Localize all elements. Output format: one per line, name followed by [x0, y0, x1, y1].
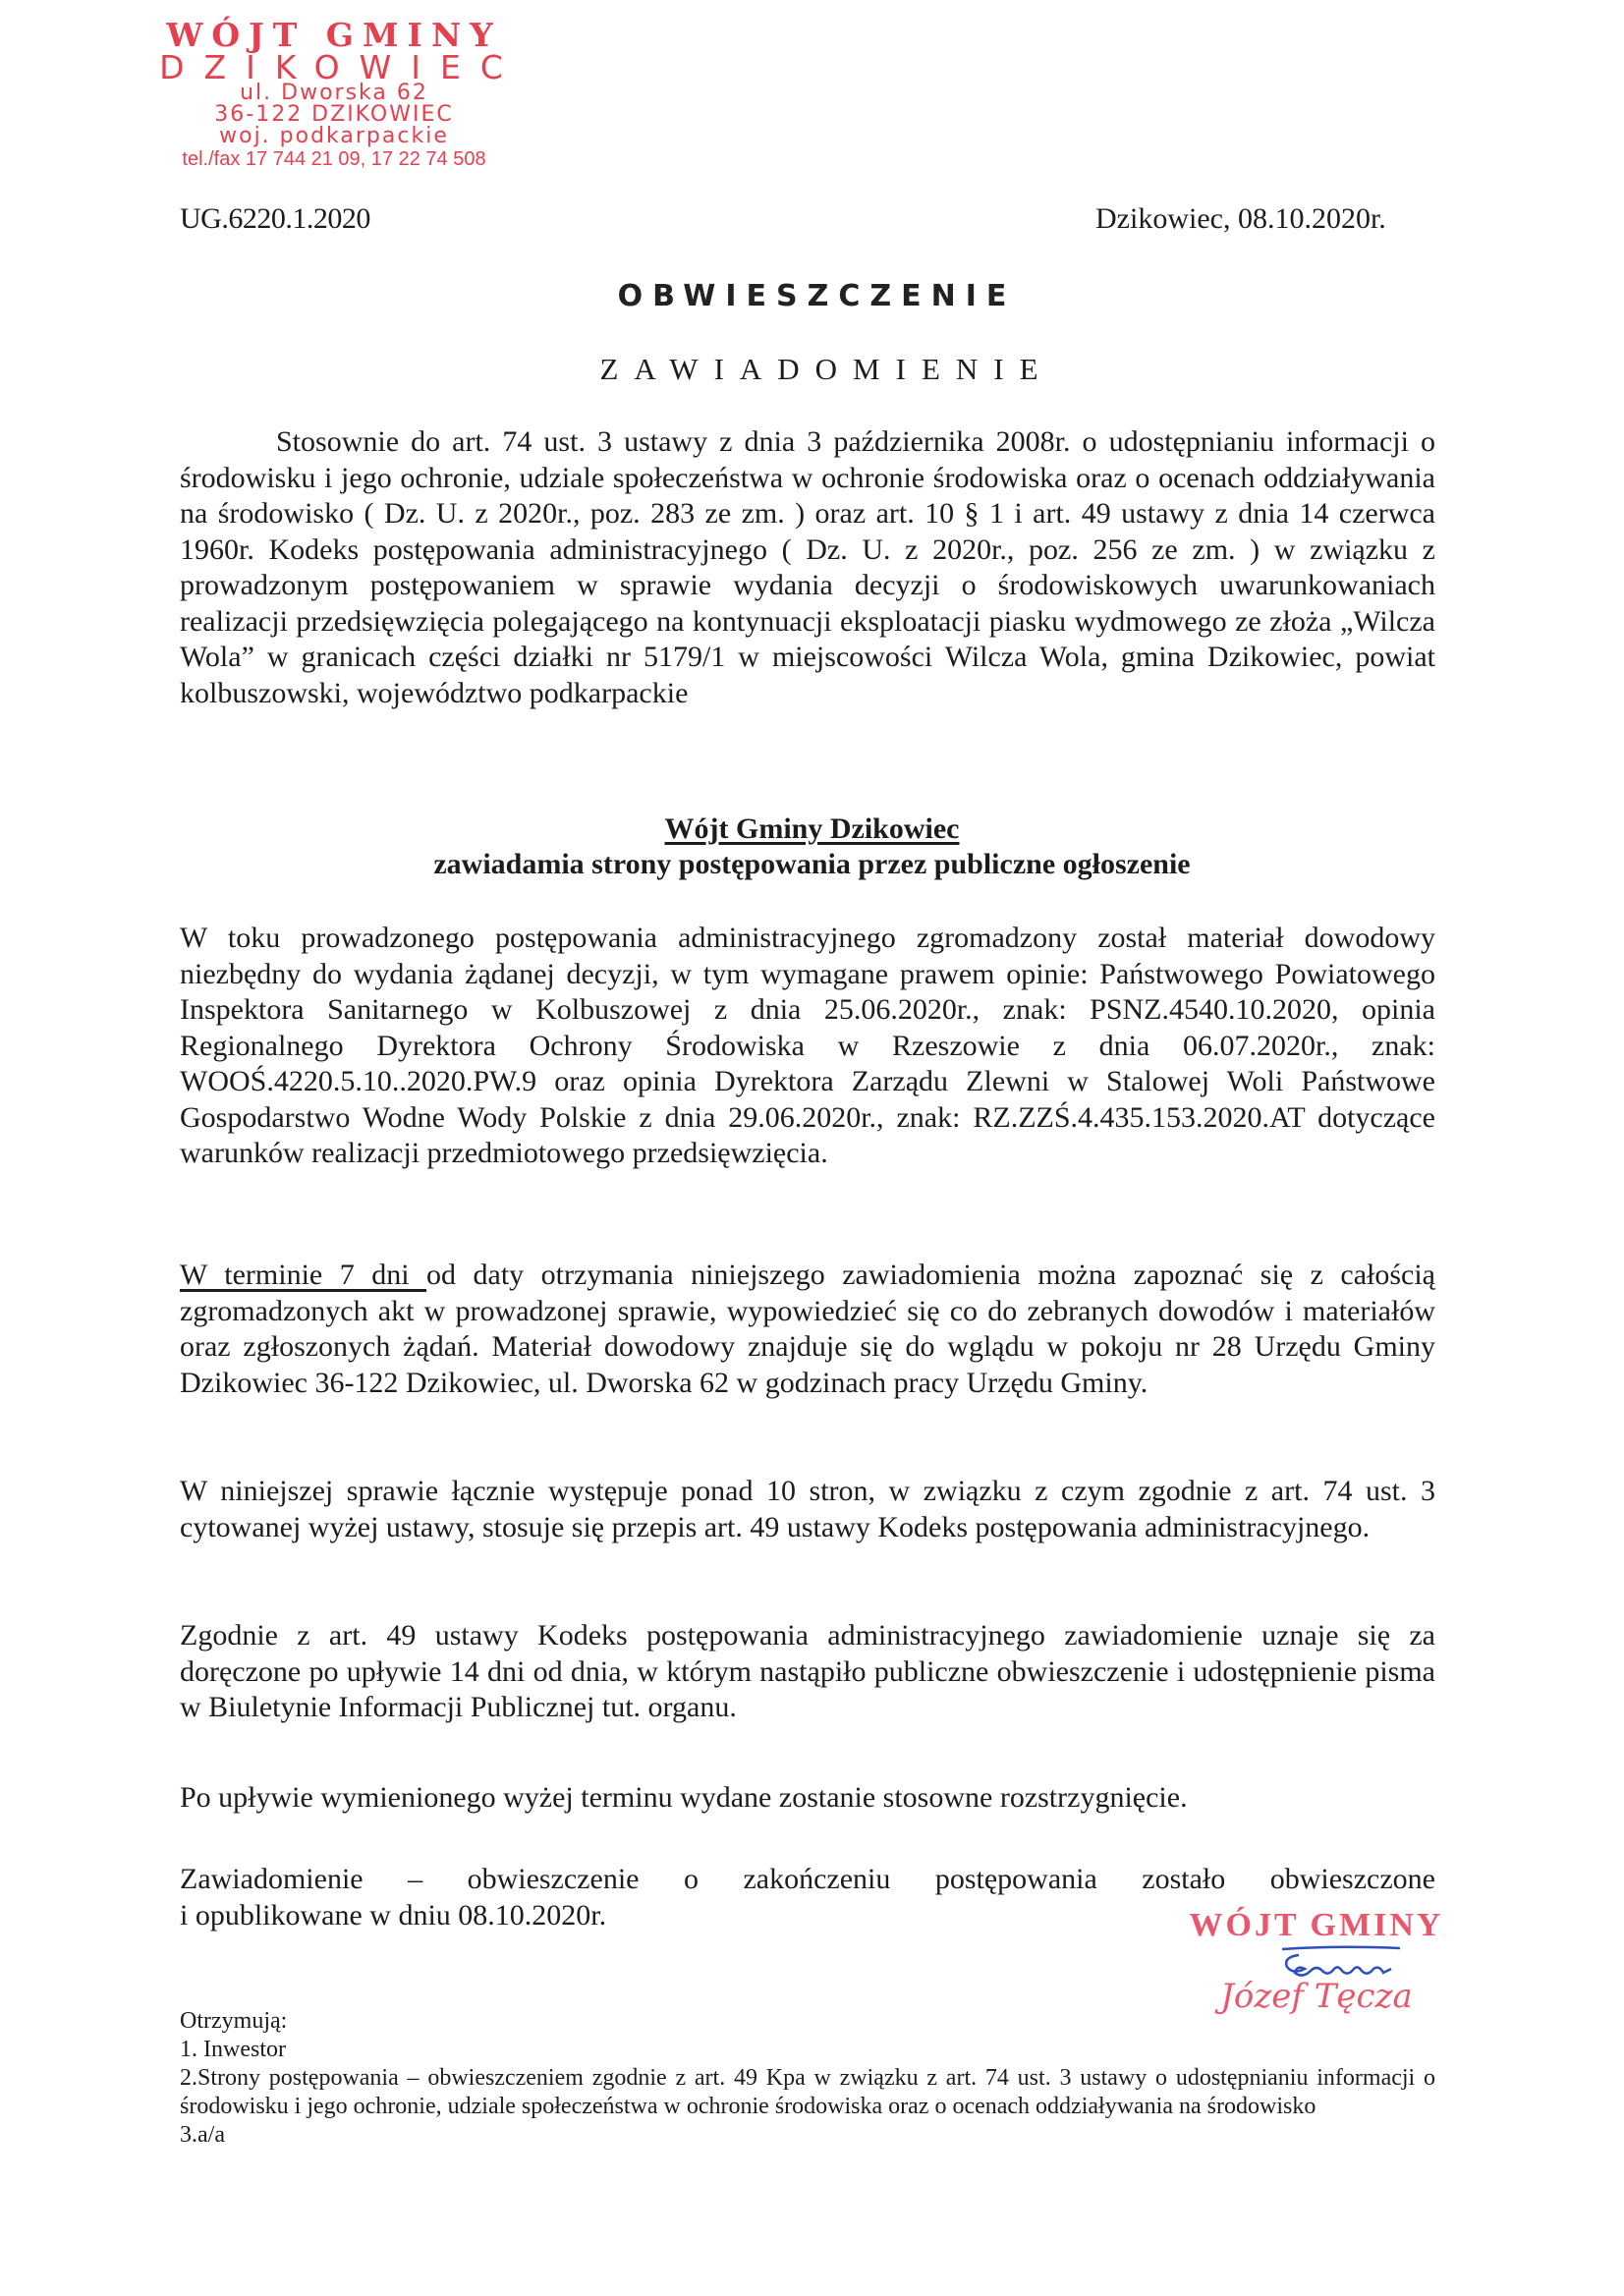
recipients-list — [180, 2007, 1435, 2150]
handwritten-signature-icon — [1277, 1943, 1405, 1985]
document-title: OBWIESZCZENIE — [617, 279, 1017, 313]
deadline-text: od daty otrzymania niniejszego zawiadomienia można zapoznać się z całością zgromadzonych akt w prowadzonej sprawie, wypowiedzieć się co do zebranych dowodów i materiałów oraz zgłoszonych żądań. Materiał dowodowy znajduje się do wglądu w pokoju nr 28 Urzędu Gminy Dzikowiec 36-122 Dzikowiec, ul. Dworska 62 w godzinach pracy Urzędu Gminy. — [180, 1259, 1436, 1399]
authority-name — [0, 812, 1624, 847]
delivery-text: Zgodnie z art. 49 ustawy Kodeks postępowania administracyjnego zawiadomienie uznaje się za doręczone po upływie 14 dni od dnia, w którym nastąpiło publiczne obwieszczenie i udostępnienie pisma w Biuletynie Informacji Publicznej tut. organu. — [180, 1619, 1435, 1723]
recipient-item: 3.a/a — [180, 2122, 225, 2148]
delivery-paragraph — [180, 1618, 1435, 1726]
authority-action: zawiadamia strony postępowania przez publiczne ogłoszenie — [433, 848, 1191, 880]
reference-number: UG.6220.1.2020 — [180, 202, 370, 235]
recipient-item: 1. Inwestor — [180, 2037, 286, 2062]
signature-title: WÓJT GMINY — [1189, 1907, 1444, 1943]
stamp-phone: tel./fax 17 744 21 09, 17 22 74 508 — [182, 148, 486, 170]
deadline-underlined: W terminie 7 dni — [180, 1259, 427, 1291]
resolution-paragraph — [180, 1780, 1435, 1817]
recipient-item: 2.Strony postępowania – obwieszczeniem zgodnie z art. 49 Kpa w związku z art. 74 ust. 3 ustawy o udostępnianiu informacji o środowisku i jego ochronie, udziale społeczeństwa w ochronie środowiska oraz o ocenach oddziaływania na środowisko — [180, 2065, 1435, 2119]
authority-name-text: Wójt Gminy Dzikowiec — [664, 812, 960, 845]
resolution-text: Po upływie wymienionego wyżej terminu wydane zostanie stosowne rozstrzygnięcie. — [180, 1781, 1188, 1814]
recipients-heading: Otrzymują: — [180, 2008, 288, 2034]
stamp-postal: 36-122 DZIKOWIEC — [214, 102, 454, 127]
stamp-voivodeship: woj. podkarpackie — [219, 124, 449, 148]
office-stamp — [128, 18, 540, 171]
document-subtitle: ZAWIADOMIENIE — [599, 352, 1054, 386]
intro-text: Stosownie do art. 74 ust. 3 ustawy z dnia 3 października 2008r. o udostępnianiu informacji o środowisku i jego ochronie, udziale społeczeństwa w ochronie środowiska oraz o ocenach oddziaływania na środowisko ( Dz. U. z 2020r., poz. 283 ze zm. ) oraz art. 10 § 1 i art. 49 ustawy z dnia 14 czerwca 1960r. Kodeks postępowania administracyjnego ( Dz. U. z 2020r., poz. 256 ze zm. ) w związku z prowadzonym postępowaniem w sprawie wydania decyzji o środowiskowych uwarunkowaniach realizacji przedsięwzięcia polegającego na kontynuacji eksploatacji piasku wydmowego ze złoża „Wilcza Wola” w granicach części działki nr 5179/1 w miejscowości Wilcza Wola, gmina Dzikowiec, powiat kolbuszowski, województwo podkarpackie — [180, 425, 1435, 709]
signature-name: Józef Tęcza — [1220, 1977, 1413, 2016]
evidence-paragraph — [180, 921, 1435, 1172]
parties-text: W niniejszej sprawie łącznie występuje ponad 10 stron, w związku z czym zgodnie z art. 74 ust. 3 cytowanej wyżej ustawy, stosuje się przepis art. 49 ustawy Kodeks postępowania administracyjnego. — [180, 1475, 1435, 1543]
stamp-municipality: DZIKOWIEC — [159, 48, 523, 86]
place-date: Dzikowiec, 08.10.2020r. — [1095, 202, 1386, 235]
stamp-street: ul. Dworska 62 — [240, 81, 428, 105]
parties-paragraph — [180, 1474, 1435, 1545]
stamp-title: WÓJT GMINY — [166, 16, 502, 54]
intro-paragraph — [180, 424, 1435, 711]
publication-line-1: Zawiadomienie – obwieszczenie o zakończeniu postępowania zostało obwieszczone — [180, 1863, 1435, 1895]
publication-line-2: i opublikowane w dniu 08.10.2020r. — [180, 1898, 607, 1932]
evidence-text: W toku prowadzonego postępowania administracyjnego zgromadzony został materiał dowodowy niezbędny do wydania żądanej decyzji, w tym wymagane prawem opinie: Państwowego Powiatowego Inspektora Sanitarnego w Kolbuszowej z dnia 25.06.2020r., znak: PSNZ.4540.10.2020, opinia Regionalnego Dyrektora Ochrony Środowiska w Rzeszowie z dnia 06.07.2020r., znak: WOOŚ.4220.5.10..2020.PW.9 oraz opinia Dyrektora Zarządu Zlewni w Stalowej Woli Państwowe Gospodarstwo Wodne Wody Polskie z dnia 29.06.2020r., znak: RZ.ZZŚ.4.435.153.2020.AT dotyczące warunków realizacji przedmiotowego przedsięwzięcia. — [180, 922, 1435, 1169]
deadline-paragraph — [180, 1258, 1435, 1401]
